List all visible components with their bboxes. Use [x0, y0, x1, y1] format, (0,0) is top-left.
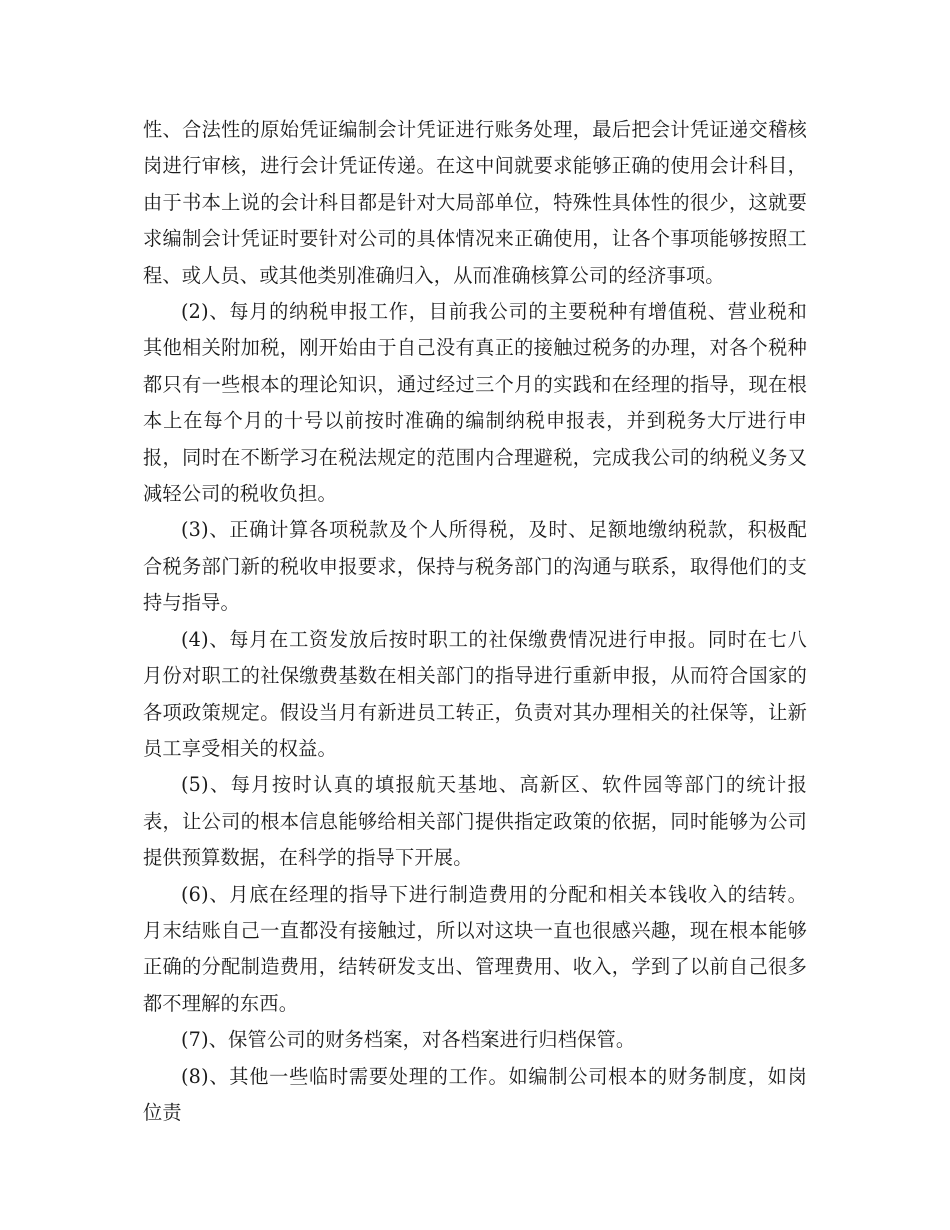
paragraph-item-6: (6)、月底在经理的指导下进行制造费用的分配和相关本钱收入的结转。月末结账自己一直都没有接触过，所以对这块一直也很感兴趣，现在根本能够正确的分配制造费用，结转研发支出、管理费用、收入，学到了以前自己很多都不理解的东西。: [143, 882, 807, 1015]
paragraph-item-2: (2)、每月的纳税申报工作，目前我公司的主要税种有增值税、营业税和其他相关附加税，刚开始由于自己没有真正的接触过税务的办理，对各个税种都只有一些根本的理论知识，通过经过三个月的实践和在经理的指导，现在根本上在每个月的十号以前按时准确的编制纳税申报表，并到税务大厅进行申报，同时在不断学习在税法规定的范围内合理避税，完成我公司的纳税义务又减轻公司的税收负担。: [143, 300, 807, 506]
paragraph-continuation: 性、合法性的原始凭证编制会计凭证进行账务处理，最后把会计凭证递交稽核岗进行审核，进行会计凭证传递。在这中间就要求能够正确的使用会计科目，由于书本上说的会计科目都是针对大局部单位，特殊性具体性的很少，这就要求编制会计凭证时要针对公司的具体情况来正确使用，让各个事项能够按照工程、或人员、或其他类别准确归入，从而准确核算公司的经济事项。: [143, 118, 807, 287]
document-body: [143, 112, 807, 1131]
paragraph-item-5: (5)、每月按时认真的填报航天基地、高新区、软件园等部门的统计报表，让公司的根本信息能够给相关部门提供指定政策的依据，同时能够为公司提供预算数据，在科学的指导下开展。: [143, 773, 807, 870]
paragraph-item-3: (3)、正确计算各项税款及个人所得税，及时、足额地缴纳税款，积极配合税务部门新的税收申报要求，保持与税务部门的沟通与联系，取得他们的支持与指导。: [143, 518, 807, 615]
paragraph-item-8: (8)、其他一些临时需要处理的工作。如编制公司根本的财务制度，如岗位责: [143, 1064, 807, 1124]
paragraph-item-4: (4)、每月在工资发放后按时职工的社保缴费情况进行申报。同时在七八月份对职工的社保缴费基数在相关部门的指导进行重新申报，从而符合国家的各项政策规定。假设当月有新进员工转正，负责对其办理相关的社保等，让新员工享受相关的权益。: [143, 627, 807, 760]
paragraph-item-7: (7)、保管公司的财务档案，对各档案进行归档保管。: [181, 1028, 636, 1052]
